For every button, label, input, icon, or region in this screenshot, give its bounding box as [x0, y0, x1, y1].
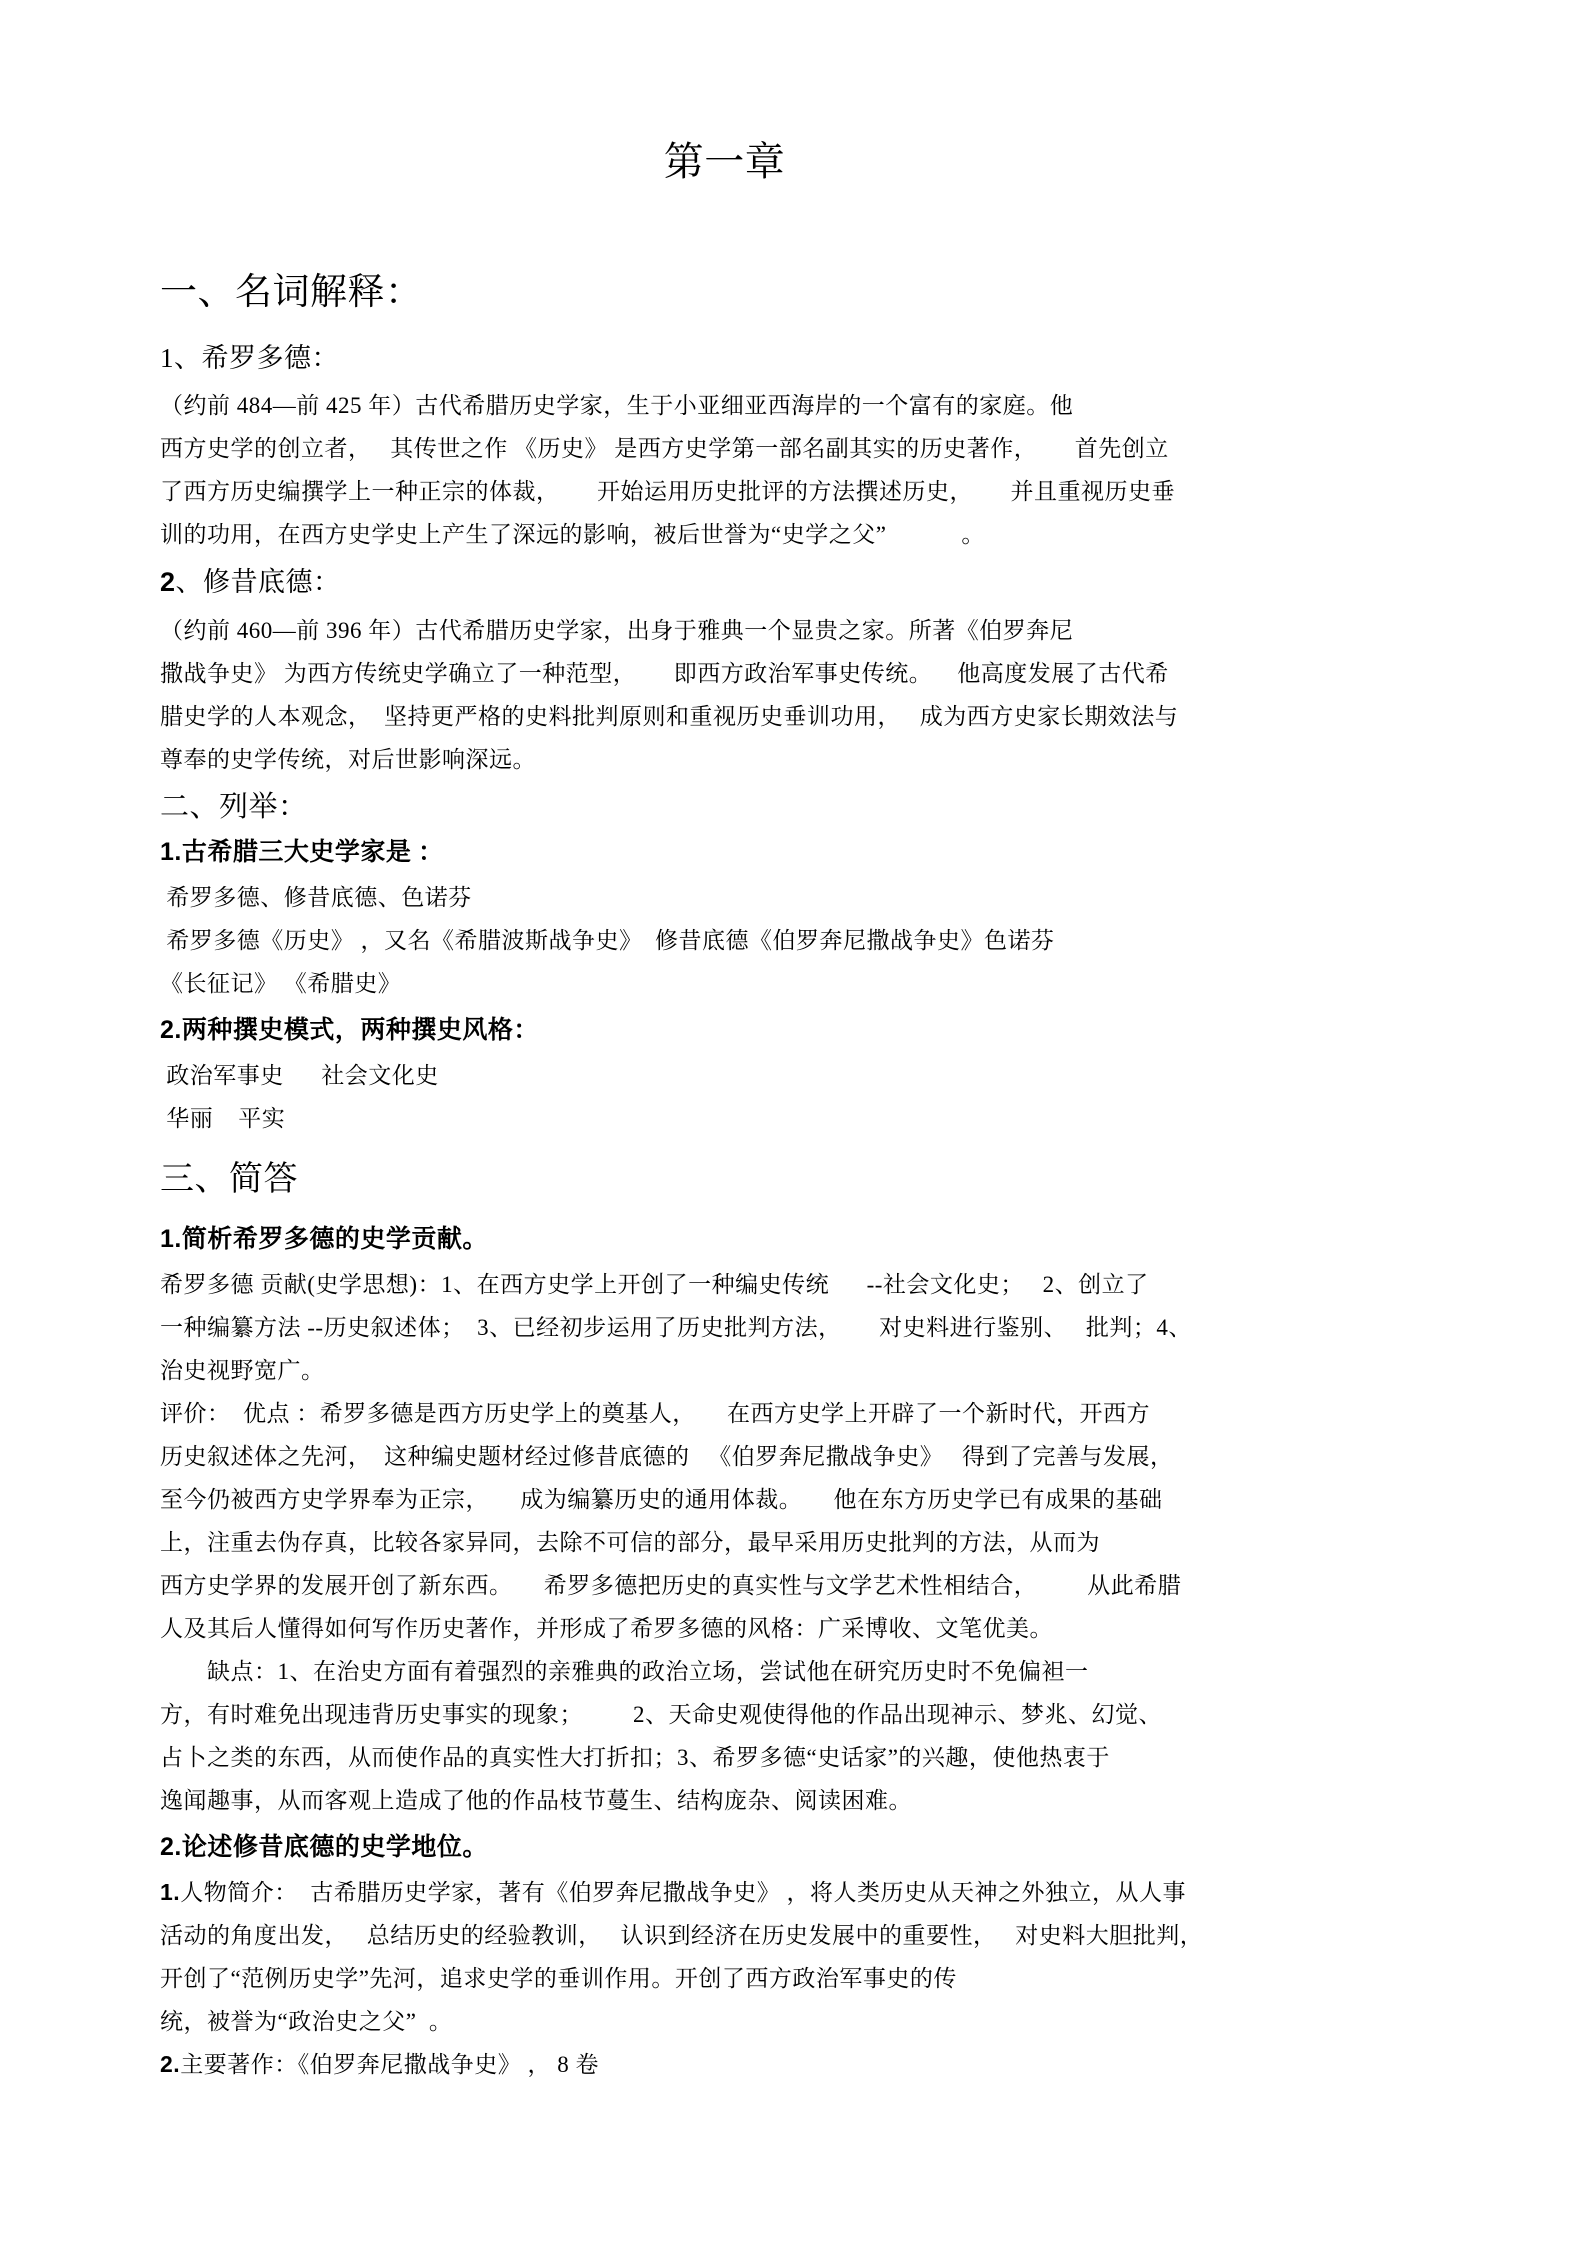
section-heading-terms: 一、名词解释： [160, 272, 423, 313]
item-number: 1. [160, 1225, 182, 1253]
item-number: 1. [160, 838, 182, 867]
text-line: 了西方历史编撰学上一种正宗的体裁， 开始运用历史批评的方法撰述历史， 并且重视历史垂 [160, 479, 1175, 505]
item-number: 2 [160, 567, 176, 598]
text-line: 腊史学的人本观念， 坚持更严格的史料批判原则和重视历史垂训功用， 成为西方史家长期效法与 [160, 703, 1179, 729]
text-line: 撒战争史》 为西方传统史学确立了一种范型， 即西方政治军事史传统。 他高度发展了古代希 [160, 660, 1169, 686]
text-line: 希罗多德 贡献(史学思想)：1、在西方史学上开创了一种编史传统 --社会文化史； 2、创立了 [160, 1272, 1149, 1297]
question-heading: 2.两种撰史模式，两种撰史风格： [160, 1016, 539, 1045]
text-line: 至今仍被西方史学界奉为正宗， 成为编纂历史的通用体裁。 他在东方历史学已有成果的基础 [160, 1487, 1163, 1512]
text-line: 历史叙述体之先河， 这种编史题材经过修昔底德的 《伯罗奔尼撒战争史》 得到了完善与发展， [160, 1444, 1174, 1469]
text-line: 方，有时难免出现违背历史事实的现象； 2、天命史观使得他的作品出现神示、梦兆、幻觉、 [160, 1702, 1162, 1727]
text-line: 占卜之类的东西，从而使作品的真实性大打折扣；3、希罗多德“史话家”的兴趣，使他热衷于 [160, 1745, 1110, 1770]
text-line: 活动的角度出发， 总结历史的经验教训， 认识到经济在历史发展中的重要性， 对史料大胆批判， [160, 1923, 1204, 1948]
text-line: （约前 484—前 425 年）古代希腊历史学家，生于小亚细亚西海岸的一个富有的家庭。他 [160, 393, 1074, 419]
text-line: 华丽 平实 [160, 1106, 286, 1132]
term-heading-herodotus: 1、希罗多德： [160, 342, 339, 373]
text-line: 缺点：1、在治史方面有着强烈的亲雅典的政治立场，尝试他在研究历史时不免偏袒一 [160, 1659, 1089, 1684]
item-number: 2. [160, 1016, 182, 1045]
text-line: 政治军事史 社会文化史 [160, 1063, 439, 1089]
text-line: 逸闻趣事，从而客观上造成了他的作品枝节蔓生、结构庞杂、阅读困难。 [160, 1788, 912, 1813]
text-line: 治史视野宽广。 [160, 1358, 325, 1383]
item-number: 2. [160, 1833, 182, 1861]
item-number: 1. [160, 1879, 181, 1905]
text-line: （约前 460—前 396 年）古代希腊历史学家，出身于雅典一个显贵之家。所著《伯罗奔尼 [160, 617, 1074, 643]
text-line: 人及其后人懂得如何写作历史著作，并形成了希罗多德的风格：广采博收、文笔优美。 [160, 1616, 1053, 1641]
text-line: 西方史学的创立者， 其传世之作 《历史》 是西方史学第一部名副其实的历史著作， 首先创立 [160, 436, 1169, 462]
question-heading: 1.古希腊三大史学家是 ： [160, 838, 444, 867]
text-line: 1.人物简介： 古希腊历史学家，著有《伯罗奔尼撒战争史》 ，将人类历史从天神之外独立，从人事 [160, 1879, 1186, 1905]
text-line: 开创了“范例历史学”先河，追求史学的垂训作用。开创了西方政治军事史的传 [160, 1966, 957, 1991]
term-heading-thucydides: 2、修昔底德： [160, 567, 341, 598]
text-line: 一种编纂方法 --历史叙述体； 3、已经初步运用了历史批判方法， 对史料进行鉴别、 批判；4、 [160, 1315, 1192, 1340]
chapter-title: 第一章 [663, 139, 786, 184]
section-heading-listing: 二、列举： [160, 790, 308, 823]
text-line: 尊奉的史学传统，对后世影响深远。 [160, 746, 536, 772]
question-heading: 1.简析希罗多德的史学贡献。 [160, 1225, 488, 1253]
text-line: 评价： 优点 ：希罗多德是西方历史学上的奠基人， 在西方史学上开辟了一个新时代，开西方 [160, 1401, 1150, 1426]
section-heading-short-answer: 三、简答 [160, 1161, 298, 1199]
question-heading: 2.论述修昔底德的史学地位。 [160, 1833, 488, 1861]
text-line: 上，注重去伪存真，比较各家异同，去除不可信的部分，最早采用历史批判的方法，从而为 [160, 1530, 1100, 1555]
text-line: 希罗多德《历史》 ，又名《希腊波斯战争史》 修昔底德《伯罗奔尼撒战争史》色诺芬 [160, 928, 1055, 954]
text-line: 《长征记》 《希腊史》 [160, 971, 402, 997]
item-number: 2. [160, 2051, 181, 2077]
text-line: 西方史学界的发展开创了新东西。 希罗多德把历史的真实性与文学艺术性相结合， 从此希腊 [160, 1573, 1182, 1598]
text-line: 训的功用，在西方史学史上产生了深远的影响，被后世誉为“史学之父” 。 [160, 522, 985, 548]
text-line: 2.主要著作：《伯罗奔尼撒战争史》 ， 8 卷 [160, 2051, 599, 2077]
text-line: 希罗多德、修昔底德、色诺芬 [160, 885, 472, 911]
text-line: 统，被誉为“政治史之父” 。 [160, 2009, 453, 2034]
